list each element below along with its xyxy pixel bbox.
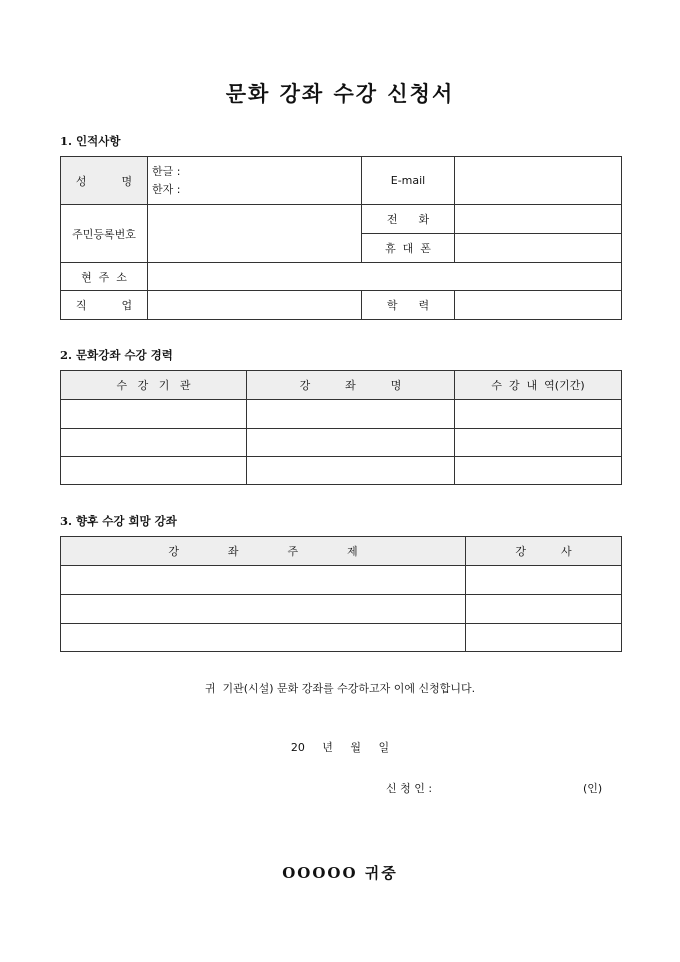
table-cell[interactable]: [61, 624, 466, 652]
table-cell[interactable]: [455, 400, 622, 429]
page-title: 문화 강좌 수강 신청서: [225, 81, 455, 106]
table-cell[interactable]: [247, 457, 455, 485]
education-field[interactable]: [455, 291, 622, 320]
table-cell[interactable]: [247, 400, 455, 429]
table-cell[interactable]: [61, 400, 247, 429]
education-label: 학 력: [362, 291, 455, 320]
course-history-table: [60, 370, 622, 485]
table-cell[interactable]: [466, 624, 622, 652]
table-cell[interactable]: [61, 457, 247, 485]
table-cell[interactable]: [455, 429, 622, 457]
phone-label: 전 화: [362, 205, 455, 234]
table-cell[interactable]: [61, 595, 466, 624]
col-institution: 수 강 기 관: [61, 371, 247, 400]
section-2-heading: 2. 문화강좌 수강 경력: [60, 348, 173, 362]
hangul-name-label: 한글 :: [152, 164, 181, 178]
table-cell[interactable]: [61, 429, 247, 457]
table-cell[interactable]: [466, 566, 622, 595]
table-cell[interactable]: [455, 457, 622, 485]
table-cell[interactable]: [466, 595, 622, 624]
name-field[interactable]: [148, 157, 362, 205]
table-cell[interactable]: [247, 429, 455, 457]
address-field[interactable]: [148, 263, 622, 291]
date-line: 20 년 월 일: [290, 741, 390, 754]
mobile-label: 휴 대 폰: [362, 234, 455, 263]
name-label: 성 명: [61, 157, 148, 205]
application-statement: 귀 기관(시설) 문화 강좌를 수강하고자 이에 신청합니다.: [204, 682, 476, 695]
mobile-field[interactable]: [455, 234, 622, 263]
table-cell[interactable]: [61, 566, 466, 595]
hanja-name-label: 한자 :: [152, 182, 181, 196]
desired-course-table: [60, 536, 622, 652]
col-instructor: 강 사: [466, 537, 622, 566]
rrn-field[interactable]: [148, 205, 362, 263]
phone-field[interactable]: [455, 205, 622, 234]
address-label: 현 주 소: [61, 263, 148, 291]
personal-info-table: [60, 156, 622, 320]
job-label: 직 업: [61, 291, 148, 320]
section-3-heading: 3. 향후 수강 희망 강좌: [60, 514, 177, 528]
email-field[interactable]: [455, 157, 622, 205]
recipient-line: OOOOO 귀중: [282, 864, 398, 882]
col-course: 강 좌 명: [247, 371, 455, 400]
email-label: E-mail: [362, 157, 455, 205]
job-field[interactable]: [148, 291, 362, 320]
seal-mark: (인): [583, 782, 603, 795]
col-subject: 강 좌 주 제: [61, 537, 466, 566]
applicant-label: 신 청 인 :: [386, 782, 433, 795]
rrn-label: 주민등록번호: [61, 205, 148, 263]
section-1-heading: 1. 인적사항: [60, 134, 121, 148]
col-history: 수 강 내 역(기간): [455, 371, 622, 400]
